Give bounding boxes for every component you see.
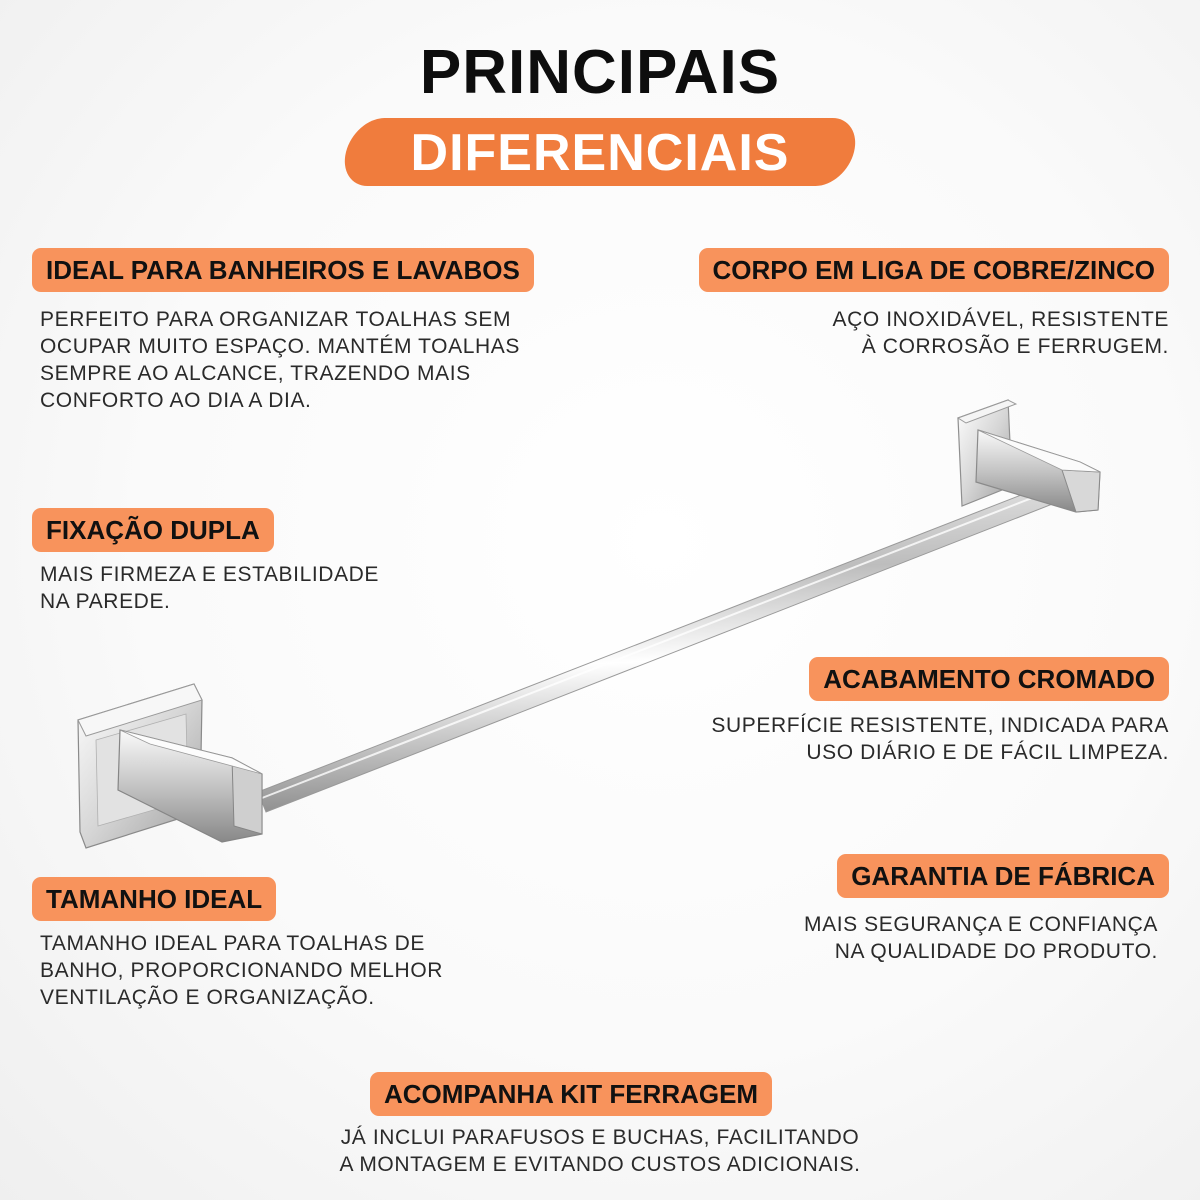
feature-title-size: TAMANHO IDEAL <box>32 877 276 921</box>
feature-title-alloy: CORPO EM LIGA DE COBRE/ZINCO <box>699 248 1170 292</box>
feature-text-warranty: MAIS SEGURANÇA E CONFIANÇA NA QUALIDADE DO PRODUTO. <box>804 913 1158 963</box>
left-bracket <box>78 684 262 848</box>
feature-text-alloy: AÇO INOXIDÁVEL, RESISTENTE À CORROSÃO E FERRUGEM. <box>832 308 1169 358</box>
feature-text-size: TAMANHO IDEAL PARA TOALHAS DE BANHO, PROPORCIONANDO MELHOR VENTILAÇÃO E ORGANIZAÇÃO. <box>40 932 444 1009</box>
feature-title-warranty: GARANTIA DE FÁBRICA <box>837 854 1169 898</box>
right-bracket <box>958 400 1100 512</box>
page-title: PRINCIPAIS <box>419 38 781 107</box>
page-subtitle: DIFERENCIAIS <box>410 124 790 182</box>
feature-title-fixation: FIXAÇÃO DUPLA <box>32 508 274 552</box>
feature-text-kit: JÁ INCLUI PARAFUSOS E BUCHAS, FACILITANDO A MONTAGEM E EVITANDO CUSTOS ADICIONAIS. <box>339 1126 861 1176</box>
feature-title-bathrooms: IDEAL PARA BANHEIROS E LAVABOS <box>32 248 534 292</box>
feature-text-bathrooms: PERFEITO PARA ORGANIZAR TOALHAS SEM OCUPAR MUITO ESPAÇO. MANTÉM TOALHAS SEMPRE AO ALCANCE, TRAZENDO MAIS CONFORTO AO DIA A DIA. <box>40 308 520 412</box>
feature-title-kit: ACOMPANHA KIT FERRAGEM <box>370 1072 772 1116</box>
feature-text-chrome: SUPERFÍCIE RESISTENTE, INDICADA PARA USO DIÁRIO E DE FÁCIL LIMPEZA. <box>711 714 1169 764</box>
feature-text-fixation: MAIS FIRMEZA E ESTABILIDADE NA PAREDE. <box>40 563 380 613</box>
feature-title-chrome: ACABAMENTO CROMADO <box>809 657 1169 701</box>
